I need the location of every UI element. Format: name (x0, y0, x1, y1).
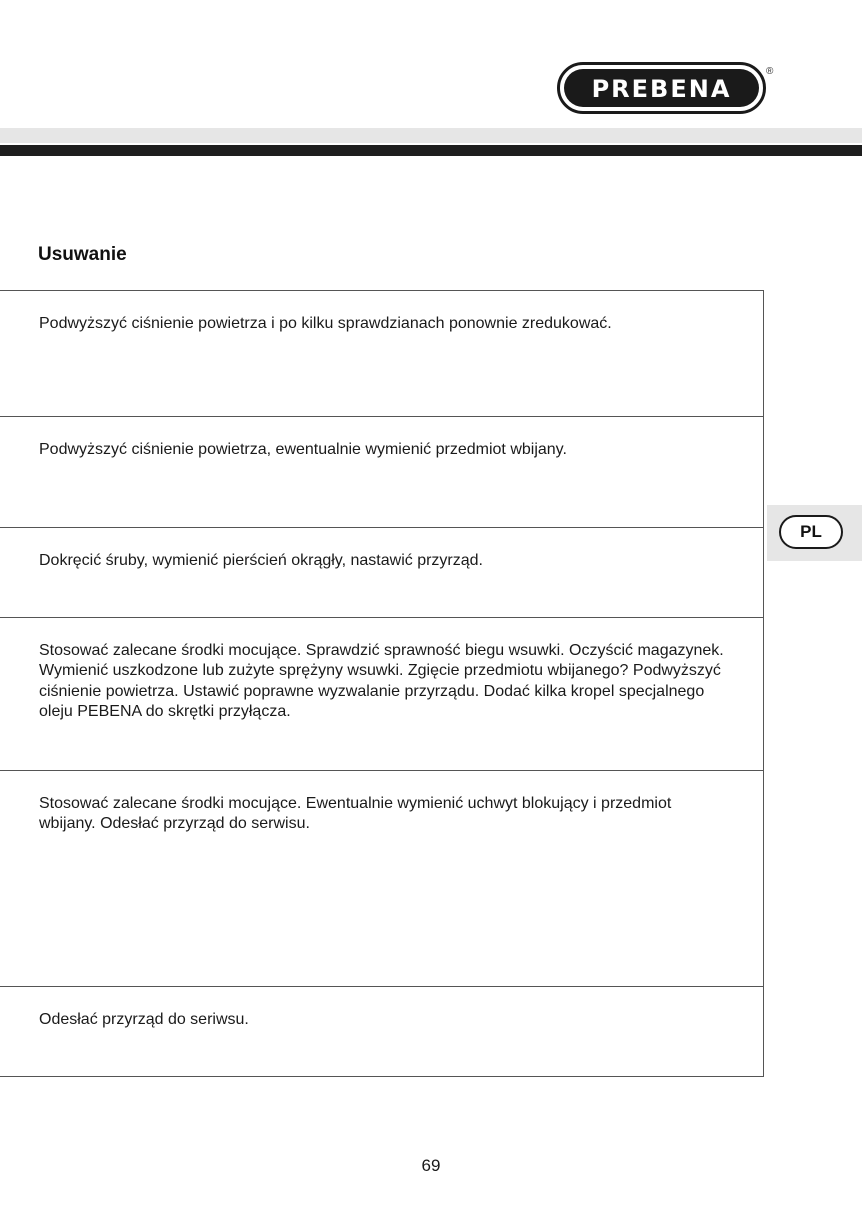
language-tab (767, 505, 862, 561)
header-rule-dark (0, 145, 862, 156)
table-row (0, 416, 763, 527)
table-row (0, 527, 763, 617)
table-row (0, 986, 763, 1076)
language-badge: PL (779, 515, 843, 549)
remedy-text: Podwyższyć ciśnienie powietrza i po kilku sprawdzianach ponownie zredukować. (39, 315, 612, 332)
header-rule-light (0, 128, 862, 143)
table-row (0, 770, 763, 986)
remedy-text: Dokręcić śruby, wymienić pierścień okrągły, nastawić przyrząd. (39, 552, 483, 569)
remedy-text: Stosować zalecane środki mocujące. Sprawdzić sprawność biegu wsuwki. Oczyścić magazynek. Wymienić uszkodzone lub zużyte sprężyny wsuwki. Zgięcie przedmiotu wbijanego? Podwyższyć ciśnienie powietrza. Ustawić poprawne wyzwalanie przyrządu. Dodać kilka kropel specjalnego oleju PEBENA do skrętki przyłącza. (39, 642, 724, 720)
table-row (0, 617, 763, 770)
remedy-table (0, 290, 764, 1077)
page-number: 69 (421, 1156, 441, 1175)
svg-text:PREBENA: PREBENA (591, 75, 732, 103)
section-title: Usuwanie (38, 244, 127, 265)
remedy-text: Stosować zalecane środki mocujące. Ewentualnie wymienić uchwyt blokujący i przedmiot wbijany. Odesłać przyrząd do serwisu. (39, 795, 672, 833)
table-row (0, 291, 763, 416)
remedy-text: Odesłać przyrząd do seriwsu. (39, 1011, 249, 1028)
remedy-text: Podwyższyć ciśnienie powietrza, ewentualnie wymienić przedmiot wbijany. (39, 441, 567, 458)
registered-mark: ® (766, 66, 774, 77)
prebena-logo (557, 62, 766, 114)
